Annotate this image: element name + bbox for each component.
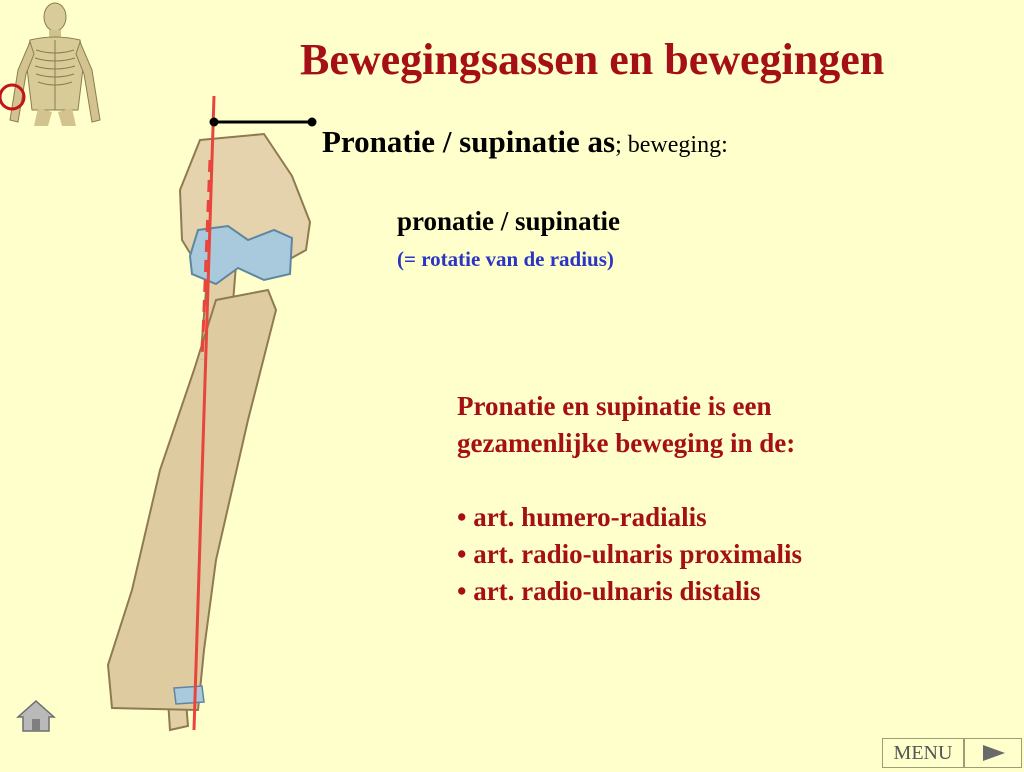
radius-bone <box>108 290 276 710</box>
joint-cartilage <box>190 226 292 284</box>
explanation-line-1: Pronatie en supinatie is een <box>457 391 772 421</box>
explanation-block <box>457 388 802 610</box>
axis-heading <box>322 124 728 160</box>
skeleton-thumbnail <box>0 0 110 126</box>
menu-button[interactable]: MENU <box>882 738 964 768</box>
axis-heading-main: Pronatie / supinatie as <box>322 124 616 159</box>
movement-note: (= rotatie van de radius) <box>397 247 614 271</box>
joint-item: • art. radio-ulnaris proximalis <box>457 536 802 573</box>
movement-label: pronatie / supinatie <box>397 206 621 236</box>
explanation-line-2: gezamenlijke beweging in de: <box>457 428 796 458</box>
home-icon <box>18 701 54 731</box>
next-slide-button[interactable] <box>964 738 1022 768</box>
axis-pointer-line <box>208 108 326 134</box>
joint-item: • art. radio-ulnaris distalis <box>457 573 802 610</box>
joint-list <box>457 499 802 610</box>
axis-heading-suffix: ; beweging: <box>615 132 728 158</box>
play-arrow-icon <box>965 739 1021 767</box>
forearm-bones-illustration <box>98 90 328 740</box>
joint-item: • art. humero-radialis <box>457 499 802 536</box>
home-button[interactable] <box>16 697 56 735</box>
slide-title: Bewegingsassen en bewegingen <box>300 35 885 84</box>
